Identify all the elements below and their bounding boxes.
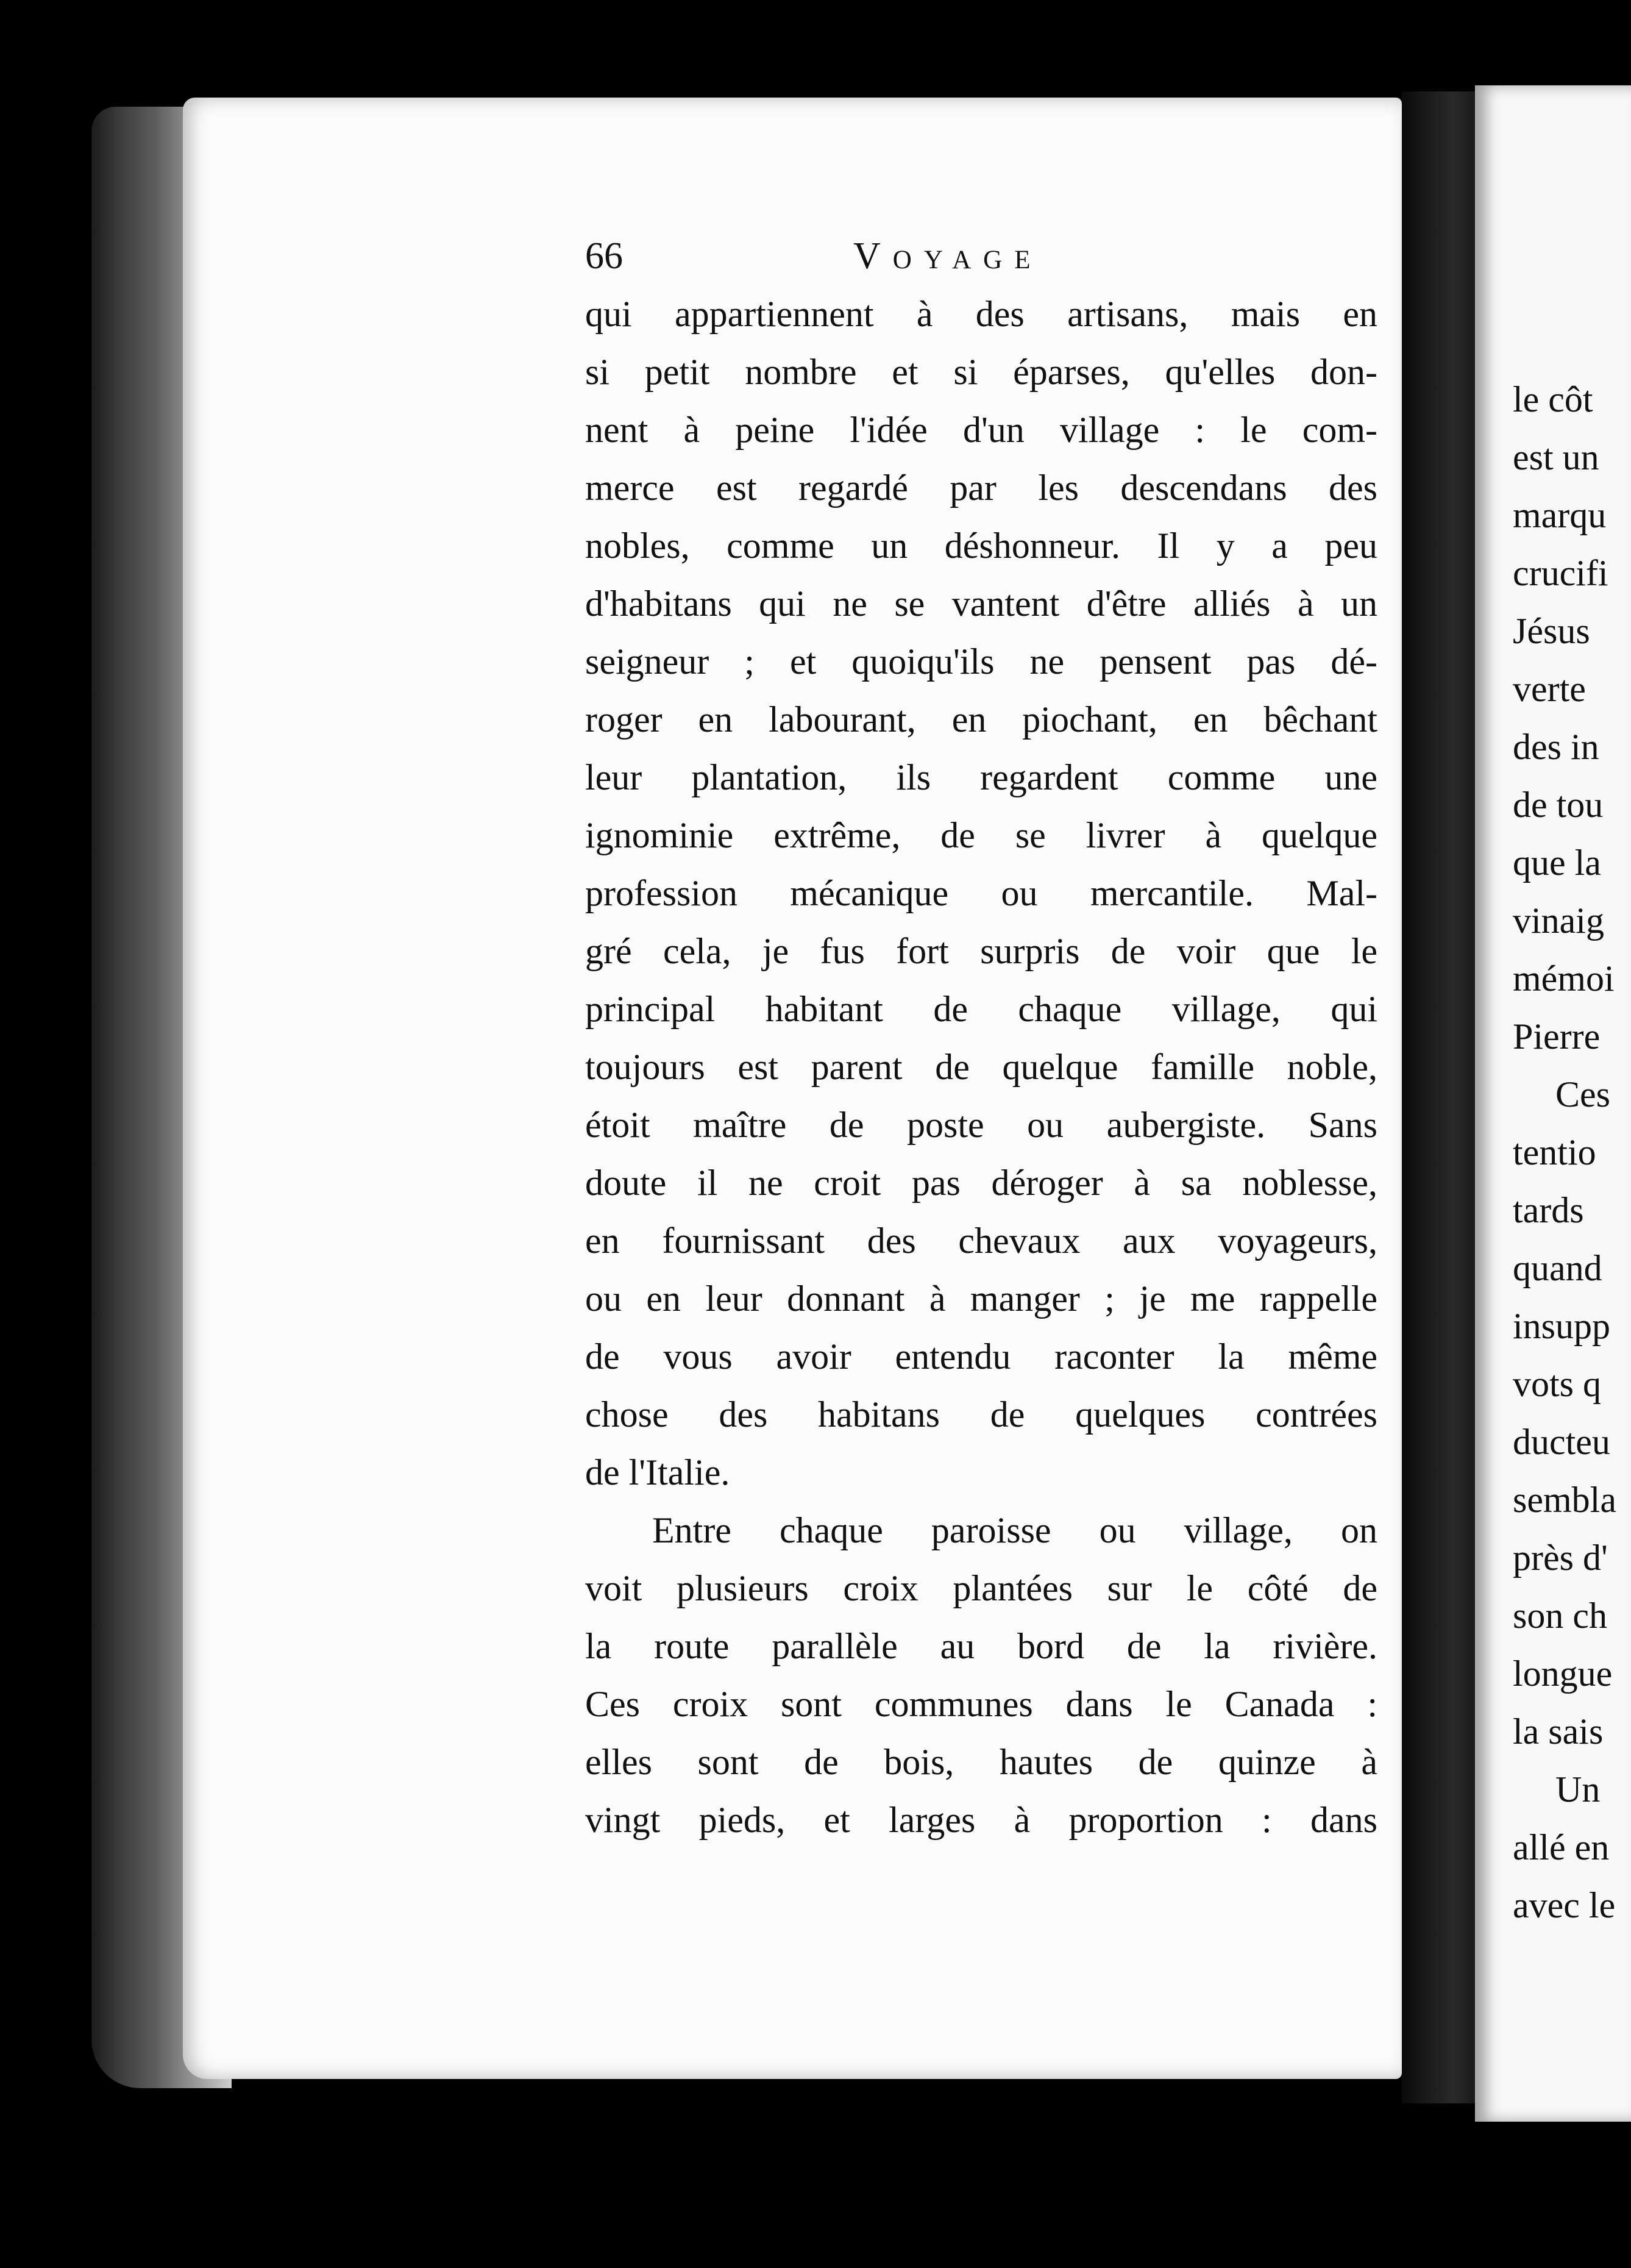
text-line: principal habitant de chaque village, qui [585, 989, 1377, 1029]
text-line: elles sont de bois, hautes de quinze à [585, 1742, 1377, 1782]
right-line: mémoi [1513, 958, 1615, 999]
right-line: avec le [1513, 1885, 1616, 1925]
text-line: d'habitans qui ne se vantent d'être alliés à un [585, 583, 1377, 624]
book-gutter [1402, 91, 1487, 2103]
right-line: le côt [1513, 379, 1593, 419]
body-text [585, 285, 1377, 1849]
right-line: des in [1513, 727, 1599, 767]
right-line: marqu [1513, 495, 1607, 535]
text-line: de l'Italie. [585, 1452, 730, 1492]
text-line: la route parallèle au bord de la rivière. [585, 1626, 1377, 1666]
right-line: sembla [1513, 1480, 1616, 1520]
text-line: chose des habitans de quelques contrées [585, 1394, 1377, 1435]
text-line: leur plantation, ils regardent comme une [585, 757, 1377, 797]
right-line: allé en [1513, 1827, 1610, 1867]
right-line: vots q [1513, 1364, 1602, 1404]
right-line: ducteu [1513, 1422, 1610, 1462]
text-line: vingt pieds, et larges à proportion : dans [585, 1800, 1377, 1840]
page-header [585, 235, 1377, 290]
text-line: ou en leur donnant à manger ; je me rappelle [585, 1278, 1377, 1319]
page-number: 66 [585, 235, 623, 277]
text-line: qui appartiennent à des artisans, mais en [585, 294, 1377, 334]
running-title: Voyage [853, 235, 1043, 277]
right-line: la sais [1513, 1711, 1604, 1752]
right-line: son ch [1513, 1596, 1607, 1636]
text-line: en fournissant des chevaux aux voyageurs, [585, 1221, 1377, 1261]
text-line: voit plusieurs croix plantées sur le côté de [585, 1568, 1377, 1608]
right-line: tards [1513, 1190, 1584, 1230]
text-line: ignominie extrême, de se livrer à quelque [585, 815, 1377, 855]
text-line: roger en labourant, en piochant, en bêchant [585, 699, 1377, 740]
text-line: merce est regardé par les descendans des [585, 468, 1377, 508]
right-line: près d' [1513, 1538, 1608, 1578]
right-line: que la [1513, 843, 1601, 883]
text-line: nent à peine l'idée d'un village : le com- [585, 410, 1377, 450]
text-line: seigneur ; et quoiqu'ils ne pensent pas dé- [585, 641, 1377, 682]
right-line: crucifi [1513, 553, 1608, 593]
right-page-text [1513, 371, 1631, 1935]
right-line: Pierre [1513, 1016, 1601, 1057]
right-line: est un [1513, 437, 1599, 477]
text-line: profession mécanique ou mercantile. Mal- [585, 873, 1377, 913]
text-line: Entre chaque paroisse ou village, on [652, 1510, 1377, 1550]
right-line: longue [1513, 1653, 1613, 1694]
right-line: insupp [1513, 1306, 1611, 1346]
right-line: quand [1513, 1248, 1602, 1288]
text-line: si petit nombre et si éparses, qu'elles don- [585, 352, 1377, 392]
right-line: Ces [1555, 1074, 1610, 1114]
text-line: de vous avoir entendu raconter la même [585, 1336, 1377, 1377]
text-line: Ces croix sont communes dans le Canada : [585, 1684, 1377, 1724]
text-line: gré cela, je fus fort surpris de voir que le [585, 931, 1377, 971]
text-line: étoit maître de poste ou aubergiste. Sans [585, 1105, 1377, 1145]
right-line: Un [1555, 1769, 1601, 1810]
right-line: vinaig [1513, 900, 1604, 941]
text-line: doute il ne croit pas déroger à sa noblesse, [585, 1163, 1377, 1203]
right-line: Jésus [1513, 611, 1590, 651]
right-line: tentio [1513, 1132, 1596, 1172]
right-line: de tou [1513, 785, 1604, 825]
text-line: nobles, comme un déshonneur. Il y a peu [585, 526, 1377, 566]
right-line: verte [1513, 669, 1586, 709]
text-line: toujours est parent de quelque famille noble, [585, 1047, 1377, 1087]
right-page [1475, 85, 1631, 2122]
